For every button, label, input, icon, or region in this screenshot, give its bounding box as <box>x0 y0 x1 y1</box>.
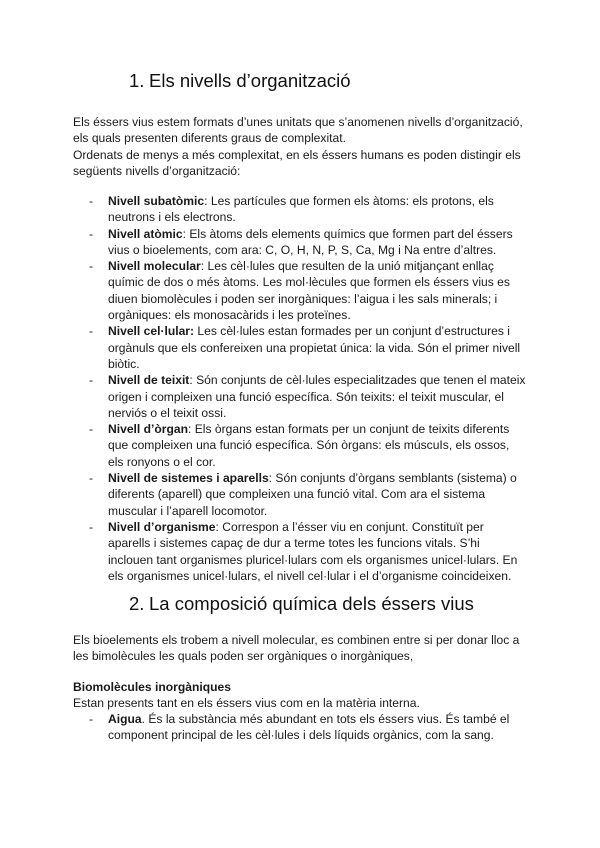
item-text: químic de dos o més àtoms. Les mol·lècules que formen els éssers vius es <box>108 275 510 290</box>
list-item <box>73 193 533 226</box>
item-text: diferents (aparell) que compleixen una funció vital. Com ara el sistema <box>108 487 486 502</box>
sub-intro: Estan presents tant en els éssers vius com en la matèria interna. <box>73 696 420 710</box>
inorganic-biomolecules-list <box>73 711 533 744</box>
bullet-dash: - <box>89 259 94 274</box>
list-item <box>73 519 533 584</box>
intro-line: Els bioelements els trobem a nivell molecular, es combinen entre si per donar lloc a <box>73 633 520 647</box>
item-text: diuen biomolècules i poden ser inorgàniques: l’aigua i les sals minerals; i <box>108 291 498 306</box>
item-text: Les cèl·lules estan formades per un conjunt d’estructures i <box>194 324 510 339</box>
bullet-dash: - <box>89 226 94 241</box>
intro-line: següents nivells d’organització: <box>73 163 241 178</box>
list-item <box>73 470 533 519</box>
organization-levels-list <box>73 193 533 584</box>
item-text: Són conjunts de cèl·lules especialitzades que tenen el mateix <box>192 373 526 388</box>
item-text: els organismes unicel·lulars, el nivell cel·lular i el d’organisme coincideixen. <box>108 568 512 583</box>
list-item <box>73 372 533 421</box>
item-text: component principal de les cèl·lules i dels líquids orgànics, com la sang. <box>108 728 494 743</box>
item-text: inclouen tant organismes pluricel·lulars com els organismes unicel·lulars. En <box>108 552 518 567</box>
intro-line: Ordenats de menys a més complexitat, en els éssers humans es poden distingir els <box>73 147 521 162</box>
list-item <box>73 323 533 372</box>
subheading: Biomolècules inorgàniques <box>73 680 231 694</box>
bullet-dash: - <box>89 519 94 534</box>
term: Nivell d’òrgan <box>108 422 188 437</box>
item-text: neutrons i els electrons. <box>108 210 236 225</box>
item-text: Les cèl·lules que resulten de la unió mitjançant enllaç <box>204 259 494 274</box>
list-item <box>73 421 533 470</box>
item-text: que compleixen una funció específica. Són òrgans: els múscuIs, els ossos, <box>108 438 510 453</box>
term-separator: : <box>268 471 273 486</box>
term-separator: : <box>182 226 186 241</box>
term: Nivell molecular <box>108 259 201 274</box>
term: Nivell de teixit <box>108 373 190 388</box>
section-2-intro <box>73 632 533 665</box>
bullet-dash: - <box>89 422 94 437</box>
item-text: Correspon a l’ésser viu en conjunt. Constituït per <box>218 519 484 534</box>
item-text: vius o bioelements, com ara: C, O, H, N, P, S, Ca, Mg i Na entre d’altres. <box>108 242 497 257</box>
term: Nivell atòmic <box>108 226 183 241</box>
bullet-dash: - <box>89 324 94 339</box>
section-2-number: 2. <box>129 593 145 614</box>
section-2-heading <box>129 592 474 616</box>
item-text: muscular i l’aparell locomotor. <box>108 503 268 518</box>
item-text: Les partícules que formen els àtoms: els protons, els <box>207 194 494 208</box>
term-separator: : <box>200 259 205 274</box>
term-separator: : <box>215 519 219 534</box>
list-item <box>73 711 533 744</box>
item-text: origen i compleixen una funció específica. Són teixits: el teixit muscular, el <box>108 389 504 404</box>
section-2-title: La composició química dels éssers vius <box>149 593 474 614</box>
list-item <box>73 226 533 259</box>
bullet-dash: - <box>89 194 94 208</box>
bullet-dash: - <box>89 471 94 486</box>
term-separator: . <box>141 712 145 726</box>
item-text: els ronyons o el cor. <box>108 454 216 469</box>
section-1-title: Els nivells d’organització <box>149 70 351 91</box>
term: Aigua <box>108 712 142 726</box>
term: Nivell de sistemes i aparells <box>108 471 269 486</box>
term-separator: : <box>204 194 208 208</box>
item-text: És la substància més abundant en tots els éssers vius. És també el <box>144 712 510 726</box>
intro-line: els quals presenten diferents graus de complexitat. <box>73 131 346 146</box>
item-text: nerviós o el teixit ossi. <box>108 405 227 420</box>
item-text: orgàniques: els monosacàrids i les proteïnes. <box>108 308 351 323</box>
term: Nivell d’organisme <box>108 519 216 534</box>
item-text: Són conjunts d’òrgans semblants (sistema) o <box>272 471 517 486</box>
item-text: biòtic. <box>108 356 140 371</box>
section-1-heading <box>129 69 351 93</box>
term: Nivell subatòmic <box>108 194 205 208</box>
term-separator: : <box>189 373 193 388</box>
item-text: aparells i sistemes capaç de dur a terme totes les funcions vitals. S’hi <box>108 536 480 551</box>
term-separator: : <box>187 422 192 437</box>
item-text: orgànuls que els confereixen una propietat única: la vida. Són el primer nivell <box>108 340 521 355</box>
term: Nivell cel·lular: <box>108 324 195 339</box>
item-text: Els òrgans estan formats per un conjunt de teixits diferents <box>191 422 510 437</box>
intro-line: Els éssers vius estem formats d’unes unitats que s’anomenen nivells d’organització, <box>73 115 523 129</box>
bullet-dash: - <box>89 373 94 388</box>
section-1-number: 1. <box>129 70 145 91</box>
intro-line: les bimolècules les quals poden ser orgàniques o inorgàniques, <box>73 649 414 664</box>
bullet-dash: - <box>89 712 94 726</box>
item-text: Els àtoms dels elements químics que formen part del éssers <box>185 226 513 241</box>
section-1-intro <box>73 114 533 179</box>
list-item <box>73 258 533 323</box>
